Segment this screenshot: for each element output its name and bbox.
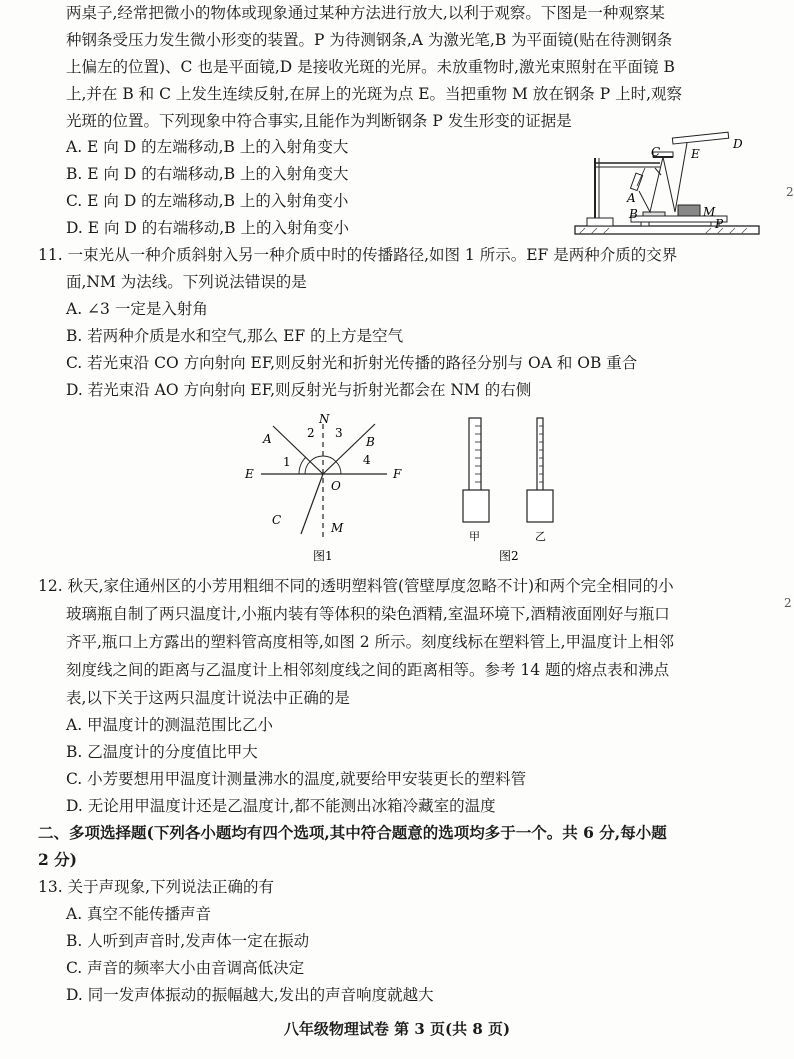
q12-line-3: 齐平,瓶口上方露出的塑料管高度相等,如图 2 所示。刻度线标在塑料管上,甲温度计上相邻 <box>66 633 674 651</box>
fig1-m: M <box>331 521 344 535</box>
q13-option-c: C. 声音的频率大小由音调高低决定 <box>66 959 305 977</box>
page-footer: 八年级物理试卷 第 3 页(共 8 页) <box>283 1020 511 1038</box>
fig1-angle-1: 1 <box>283 455 291 469</box>
q10-option-b: B. E 向 D 的右端移动,B 上的入射角变大 <box>66 165 349 183</box>
section-2-heading-line-1: 二、多项选择题(下列各小题均有四个选项,其中符合题意的选项均多于一个。共 6 分,每小题 <box>38 823 667 842</box>
margin-mark-2: 2 <box>784 596 792 610</box>
q10-apparatus-figure <box>565 128 765 240</box>
fig1-o: O <box>331 479 341 493</box>
label-d: D <box>733 137 743 151</box>
label-b: B <box>629 207 638 221</box>
fig1-angle-3: 3 <box>335 426 343 440</box>
q11-line-2: 面,NM 为法线。下列说法错误的是 <box>66 273 307 291</box>
q10-line-5: 光斑的位置。下列现象中符合事实,且能作为判断钢条 P 发生形变的证据是 <box>66 112 572 130</box>
fig1-b: B <box>366 435 375 449</box>
label-c: C <box>651 145 661 159</box>
label-m: M <box>703 205 716 219</box>
q12-line-5: 表,以下关于这两只温度计说法中正确的是 <box>66 689 350 707</box>
fig1-angle-2: 2 <box>307 426 315 440</box>
fig1-n: N <box>319 412 330 426</box>
q10-line-3: 上偏左的位置)、C 也是平面镜,D 是接收光斑的光屏。未放重物时,激光束照射在平面镜 B <box>66 58 675 76</box>
q12-line-1: 12. 秋天,家住通州区的小芳用粗细不同的透明塑料管(管壁厚度忽略不计)和两个完全相同的小 <box>38 577 674 595</box>
figure-2-thermometers <box>455 410 575 570</box>
q11-option-c: C. 若光束沿 CO 方向射向 EF,则反射光和折射光传播的路径分别与 OA 和 OB 重合 <box>66 354 638 372</box>
q10-line-2: 种钢条受压力发生微小形变的装置。P 为待测钢条,A 为激光笔,B 为平面镜(贴在待测钢条 <box>66 31 673 49</box>
margin-mark-1: 2 <box>786 185 794 199</box>
q12-line-4: 刻度线之间的距离与乙温度计上相邻刻度线之间的距离相等。参考 14 题的熔点表和沸点 <box>66 661 670 679</box>
q13-option-b: B. 人听到声音时,发声体一定在振动 <box>66 932 310 950</box>
label-e: E <box>691 147 700 161</box>
q12-option-a: A. 甲温度计的测温范围比乙小 <box>66 716 274 734</box>
fig1-caption: 图1 <box>313 549 333 563</box>
fig1-f: F <box>393 467 402 481</box>
q12-option-c: C. 小芳要想用甲温度计测量沸水的温度,就要给甲安装更长的塑料管 <box>66 770 527 788</box>
fig1-e: E <box>245 467 254 481</box>
label-p: P <box>715 217 724 231</box>
q11-option-a: A. ∠3 一定是入射角 <box>66 300 208 318</box>
q10-line-1: 两桌子,经常把微小的物体或现象通过某种方法进行放大,以利于观察。下图是一种观察某 <box>66 4 665 22</box>
q10-option-d: D. E 向 D 的右端移动,B 上的入射角变小 <box>66 219 349 237</box>
q10-option-a: A. E 向 D 的左端移动,B 上的入射角变大 <box>66 138 349 156</box>
q13-option-d: D. 同一发声体振动的振幅越大,发出的声音响度就越大 <box>66 986 434 1004</box>
fig2-label-yi: 乙 <box>535 530 546 543</box>
figure-1-refraction <box>235 410 415 570</box>
q13-stem: 13. 关于声现象,下列说法正确的有 <box>38 878 275 896</box>
q12-option-d: D. 无论用甲温度计还是乙温度计,都不能测出冰箱冷藏室的温度 <box>66 797 496 815</box>
fig2-label-jia: 甲 <box>469 530 480 543</box>
q12-line-2: 玻璃瓶自制了两只温度计,小瓶内装有等体积的染色酒精,室温环境下,酒精液面刚好与瓶口 <box>66 605 670 623</box>
fig2-caption: 图2 <box>499 549 519 563</box>
fig1-c: C <box>272 513 282 527</box>
label-a: A <box>627 191 636 205</box>
q11-option-b: B. 若两种介质是水和空气,那么 EF 的上方是空气 <box>66 327 404 345</box>
q10-line-4: 上,并在 B 和 C 上发生连续反射,在屏上的光斑为点 E。当把重物 M 放在钢条 P 上时,观察 <box>66 85 682 103</box>
q10-option-c: C. E 向 D 的左端移动,B 上的入射角变小 <box>66 192 349 210</box>
q12-option-b: B. 乙温度计的分度值比甲大 <box>66 743 258 761</box>
fig1-a: A <box>263 432 272 446</box>
fig1-angle-4: 4 <box>363 453 371 467</box>
section-2-heading-line-2: 2 分) <box>38 850 78 869</box>
q11-option-d: D. 若光束沿 AO 方向射向 EF,则反射光与折射光都会在 NM 的右侧 <box>66 381 532 399</box>
q13-option-a: A. 真空不能传播声音 <box>66 905 212 923</box>
q11-line-1: 11. 一束光从一种介质斜射入另一种介质中时的传播路径,如图 1 所示。EF 是两种介质的交界 <box>38 246 678 264</box>
